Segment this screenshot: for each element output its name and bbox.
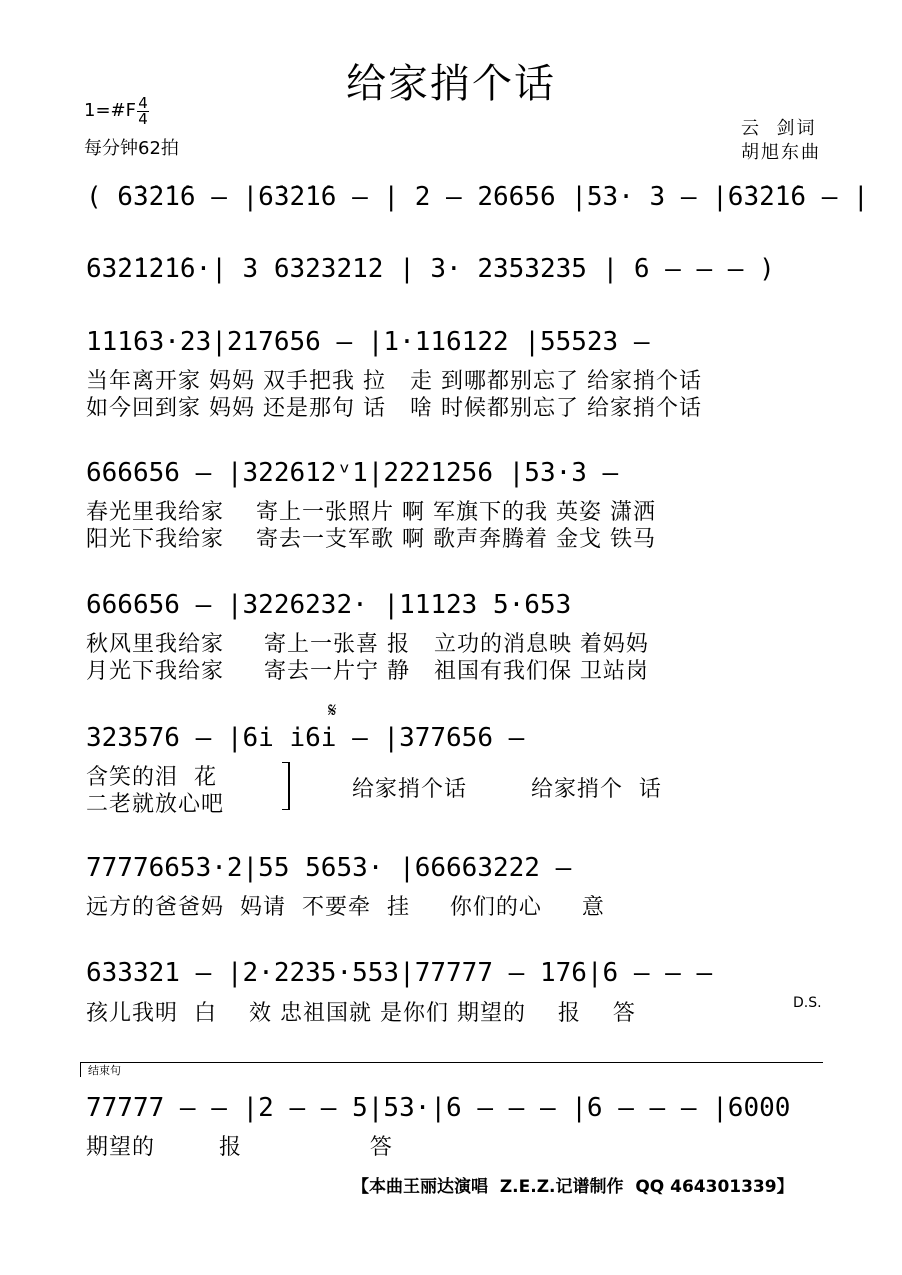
ds-marking: D.S. xyxy=(793,995,822,1011)
score-row-9: 77777 – – |2 – – 5|53·|6 – – – |6 – – – |6000 xyxy=(86,1093,791,1123)
lyric-row-7: 远方的爸爸妈 妈请 不要牵 挂 你们的心 意 xyxy=(86,895,605,920)
score-row-3: 11163·23|217656 – |1·116122 |55523 – xyxy=(86,327,650,357)
ending-bracket xyxy=(80,1062,823,1077)
score-row-8: 633321 – |2·2235·553|77777 – 176|6 – – – xyxy=(86,958,713,988)
time-bottom: 4 xyxy=(138,110,148,128)
lyric-row-8: 孩儿我明 白 效 忠祖国就 是你们 期望的 报 答 xyxy=(86,1001,636,1026)
lyric-row-4-verse-1: 春光里我给家 寄上一张照片 啊 军旗下的我 英姿 潇洒 xyxy=(86,500,656,525)
score-row-1: ( 6̇3̇2̇1̇6 – |6̇3̇2̇1̇6 – | 2 – 26656 |53· 3 – |6̇3̇2̇1̇6 – | xyxy=(86,182,869,212)
lyric-row-3-verse-2: 如今回到家 妈妈 还是那句 话 啥 时候都别忘了 给家捎个话 xyxy=(86,396,702,421)
lyric-row-6-verse-1: 含笑的泪 花 xyxy=(86,765,217,790)
composer-credit: 胡旭东曲 xyxy=(741,142,821,163)
lyricist-credit: 云 剑词 xyxy=(741,118,817,139)
song-title: 给家捎个话 xyxy=(346,61,556,107)
key-signature xyxy=(84,100,136,121)
score-row-7: 77776653·2|55 5653· |66663222 – xyxy=(86,853,572,883)
tempo-marking: 每分钟62拍 xyxy=(84,138,179,159)
time-top: 4 xyxy=(138,94,148,112)
score-row-5: 666656 – |3226232· |11123 5·653 xyxy=(86,590,572,620)
verse-brace xyxy=(282,762,290,810)
lyric-row-3-verse-1: 当年离开家 妈妈 双手把我 拉 走 到哪都别忘了 给家捎个话 xyxy=(86,369,702,394)
ending-label: 结束句 xyxy=(88,1064,121,1077)
key-label: 1=#F xyxy=(84,100,136,121)
score-row-4: 666656 – |322612ᵛ1|2221256 |53·3 – xyxy=(86,458,619,488)
footer-credit: 【本曲王丽达演唱 Z.E.Z.记谱制作 QQ 464301339】 xyxy=(352,1177,794,1197)
segno-sign: 𝄋 xyxy=(328,698,337,722)
lyric-row-5-verse-1: 秋风里我给家 寄上一张喜 报 立功的消息映 着妈妈 xyxy=(86,632,649,657)
score-row-2: 63̇2̇1̇2̇1̇6·| 3 6323212 | 3· 2353235 | 6 – – – ) xyxy=(86,254,775,284)
lyric-row-6-verse-2: 二老就放心吧 xyxy=(86,792,225,817)
lyric-row-6-shared: 给家捎个话 给家捎个 话 xyxy=(352,777,662,802)
lyric-row-5-verse-2: 月光下我给家 寄去一片宁 静 祖国有我们保 卫站岗 xyxy=(86,659,649,684)
score-row-6: 323576 – |6i i6i – |377656 – xyxy=(86,723,525,753)
lyric-row-9: 期望的 报 答 xyxy=(86,1135,393,1160)
time-signature xyxy=(137,96,149,127)
lyric-row-4-verse-2: 阳光下我给家 寄去一支军歌 啊 歌声奔腾着 金戈 铁马 xyxy=(86,527,656,552)
